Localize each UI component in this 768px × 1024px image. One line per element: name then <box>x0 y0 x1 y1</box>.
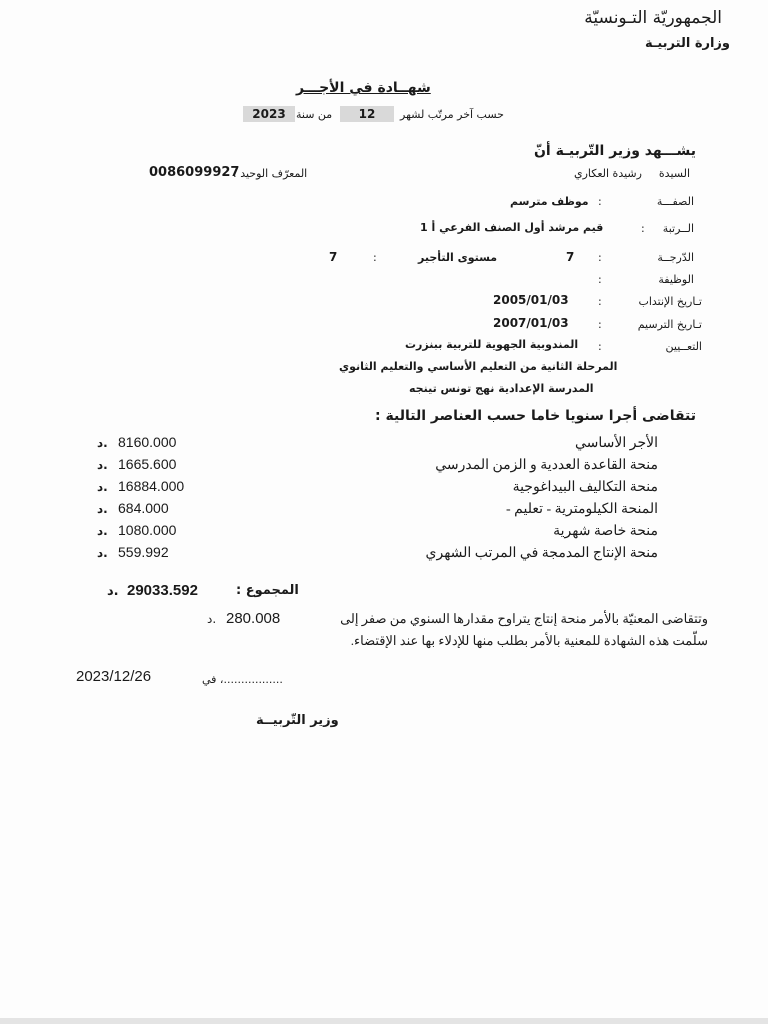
total-unit: د. <box>107 584 119 599</box>
total-amount: 29033.592 <box>127 582 198 599</box>
salary-item-amount: 8160.000 <box>118 434 177 450</box>
salary-item-amount: 1665.600 <box>118 456 177 472</box>
field-sep-rank: : <box>641 222 645 235</box>
salary-item-unit: د. <box>97 436 108 450</box>
field-value-status: موظف مترسم <box>510 195 589 208</box>
salary-item-label: المنحة الكيلومترية - تعليم - <box>506 502 658 517</box>
period-middle: من سنة <box>296 108 333 121</box>
salary-item-amount: 684.000 <box>118 500 169 516</box>
field-label-function: الوظيفة <box>658 273 694 286</box>
ministry-header: وزارة التربيـة <box>645 36 730 51</box>
issue-date: 2023/12/26 <box>76 668 152 685</box>
id-value: 0086099927 <box>149 165 240 180</box>
field-label-status: الصفـــة <box>656 195 694 208</box>
intro-text: يشـــهد وزير التّربيـة أنّ <box>533 143 696 159</box>
production-bonus-unit: د. <box>207 612 217 626</box>
pay-level-label: مستوى التأجير <box>418 251 498 264</box>
salary-item-unit: د. <box>97 546 108 560</box>
pay-level-sep: : <box>373 251 377 264</box>
assignment-line-2: المدرسة الإعدادية نهج تونس تينجه <box>409 382 594 395</box>
salary-item-label: منحة القاعدة العددية و الزمن المدرسي <box>435 458 658 473</box>
field-value-rank: قيم مرشد أول الصنف الفرعي أ 1 <box>420 221 604 234</box>
salary-item-label: الأجر الأساسي <box>574 436 658 451</box>
salary-item-unit: د. <box>97 458 108 472</box>
field-label-rank: الــرتبة <box>662 222 694 235</box>
republic-header: الجمهوريّة التـونسيّة <box>584 8 722 28</box>
id-label: المعرّف الوحيد : <box>233 167 308 180</box>
salary-item-label: منحة خاصة شهرية <box>553 524 658 539</box>
salary-item-amount: 16884.000 <box>118 478 185 494</box>
field-label-recruitment-date: تـاريخ الإنتداب <box>638 295 702 308</box>
field-sep-assignment: : <box>598 340 602 353</box>
field-label-tenure-date: تـاريخ الترسيم <box>637 318 702 331</box>
field-value-grade: 7 <box>566 250 575 264</box>
place-label: .................، في <box>202 673 283 686</box>
person-title: السيدة <box>658 167 690 180</box>
salary-item-amount: 559.992 <box>118 544 169 560</box>
field-value-assignment: المندوبية الجهوية للتربية ببنزرت <box>405 338 579 351</box>
field-sep-function: : <box>598 273 602 286</box>
field-value-recruitment-date: 2005/01/03 <box>493 293 569 307</box>
period-year: 2023 <box>243 106 295 122</box>
field-value-tenure-date: 2007/01/03 <box>493 316 569 330</box>
scan-bottom-edge <box>0 1018 768 1024</box>
field-sep-grade: : <box>598 251 602 264</box>
field-label-grade: الدّرجــة <box>657 251 694 264</box>
person-name: رشيدة العكاري <box>574 167 642 180</box>
field-sep-status: : <box>598 195 602 208</box>
document-title: شهــادة في الأجـــر <box>296 80 431 96</box>
salary-item-unit: د. <box>97 502 108 516</box>
salary-item-label: منحة التكاليف البيداغوجية <box>512 480 658 495</box>
field-sep-tenure-date: : <box>598 318 602 331</box>
field-sep-recruitment-date: : <box>598 295 602 308</box>
salary-item-unit: د. <box>97 480 108 494</box>
production-bonus-note: وتتقاضى المعنيّة بالأمر منحة إنتاج يتراوح مقدارها السنوي من صفر إلى <box>340 611 708 626</box>
pay-level-value: 7 <box>329 250 338 264</box>
assignment-line-1: المرحلة الثانية من التعليم الأساسي والتعليم الثانوي <box>339 360 618 373</box>
salary-item-amount: 1080.000 <box>118 522 177 538</box>
production-bonus-amount: 280.008 <box>226 610 281 627</box>
delivery-note: سلّمت هذه الشهادة للمعنية بالأمر بطلب منها للإدلاء بها عند الإقتضاء. <box>350 633 708 648</box>
salary-item-label: منحة الإنتاج المدمجة في المرتب الشهري <box>425 546 658 561</box>
salary-heading: تتقاضى أجرا سنويا خاما حسب العناصر التالية : <box>375 408 696 424</box>
field-label-assignment: التعــيين <box>665 340 702 353</box>
period-prefix: حسب آخر مرتّب لشهر <box>400 108 504 121</box>
salary-item-unit: د. <box>97 524 108 538</box>
period-month: 12 <box>340 106 394 122</box>
total-label: المجموع : <box>236 583 299 598</box>
signature-title: وزير التّربيــة <box>256 713 339 728</box>
